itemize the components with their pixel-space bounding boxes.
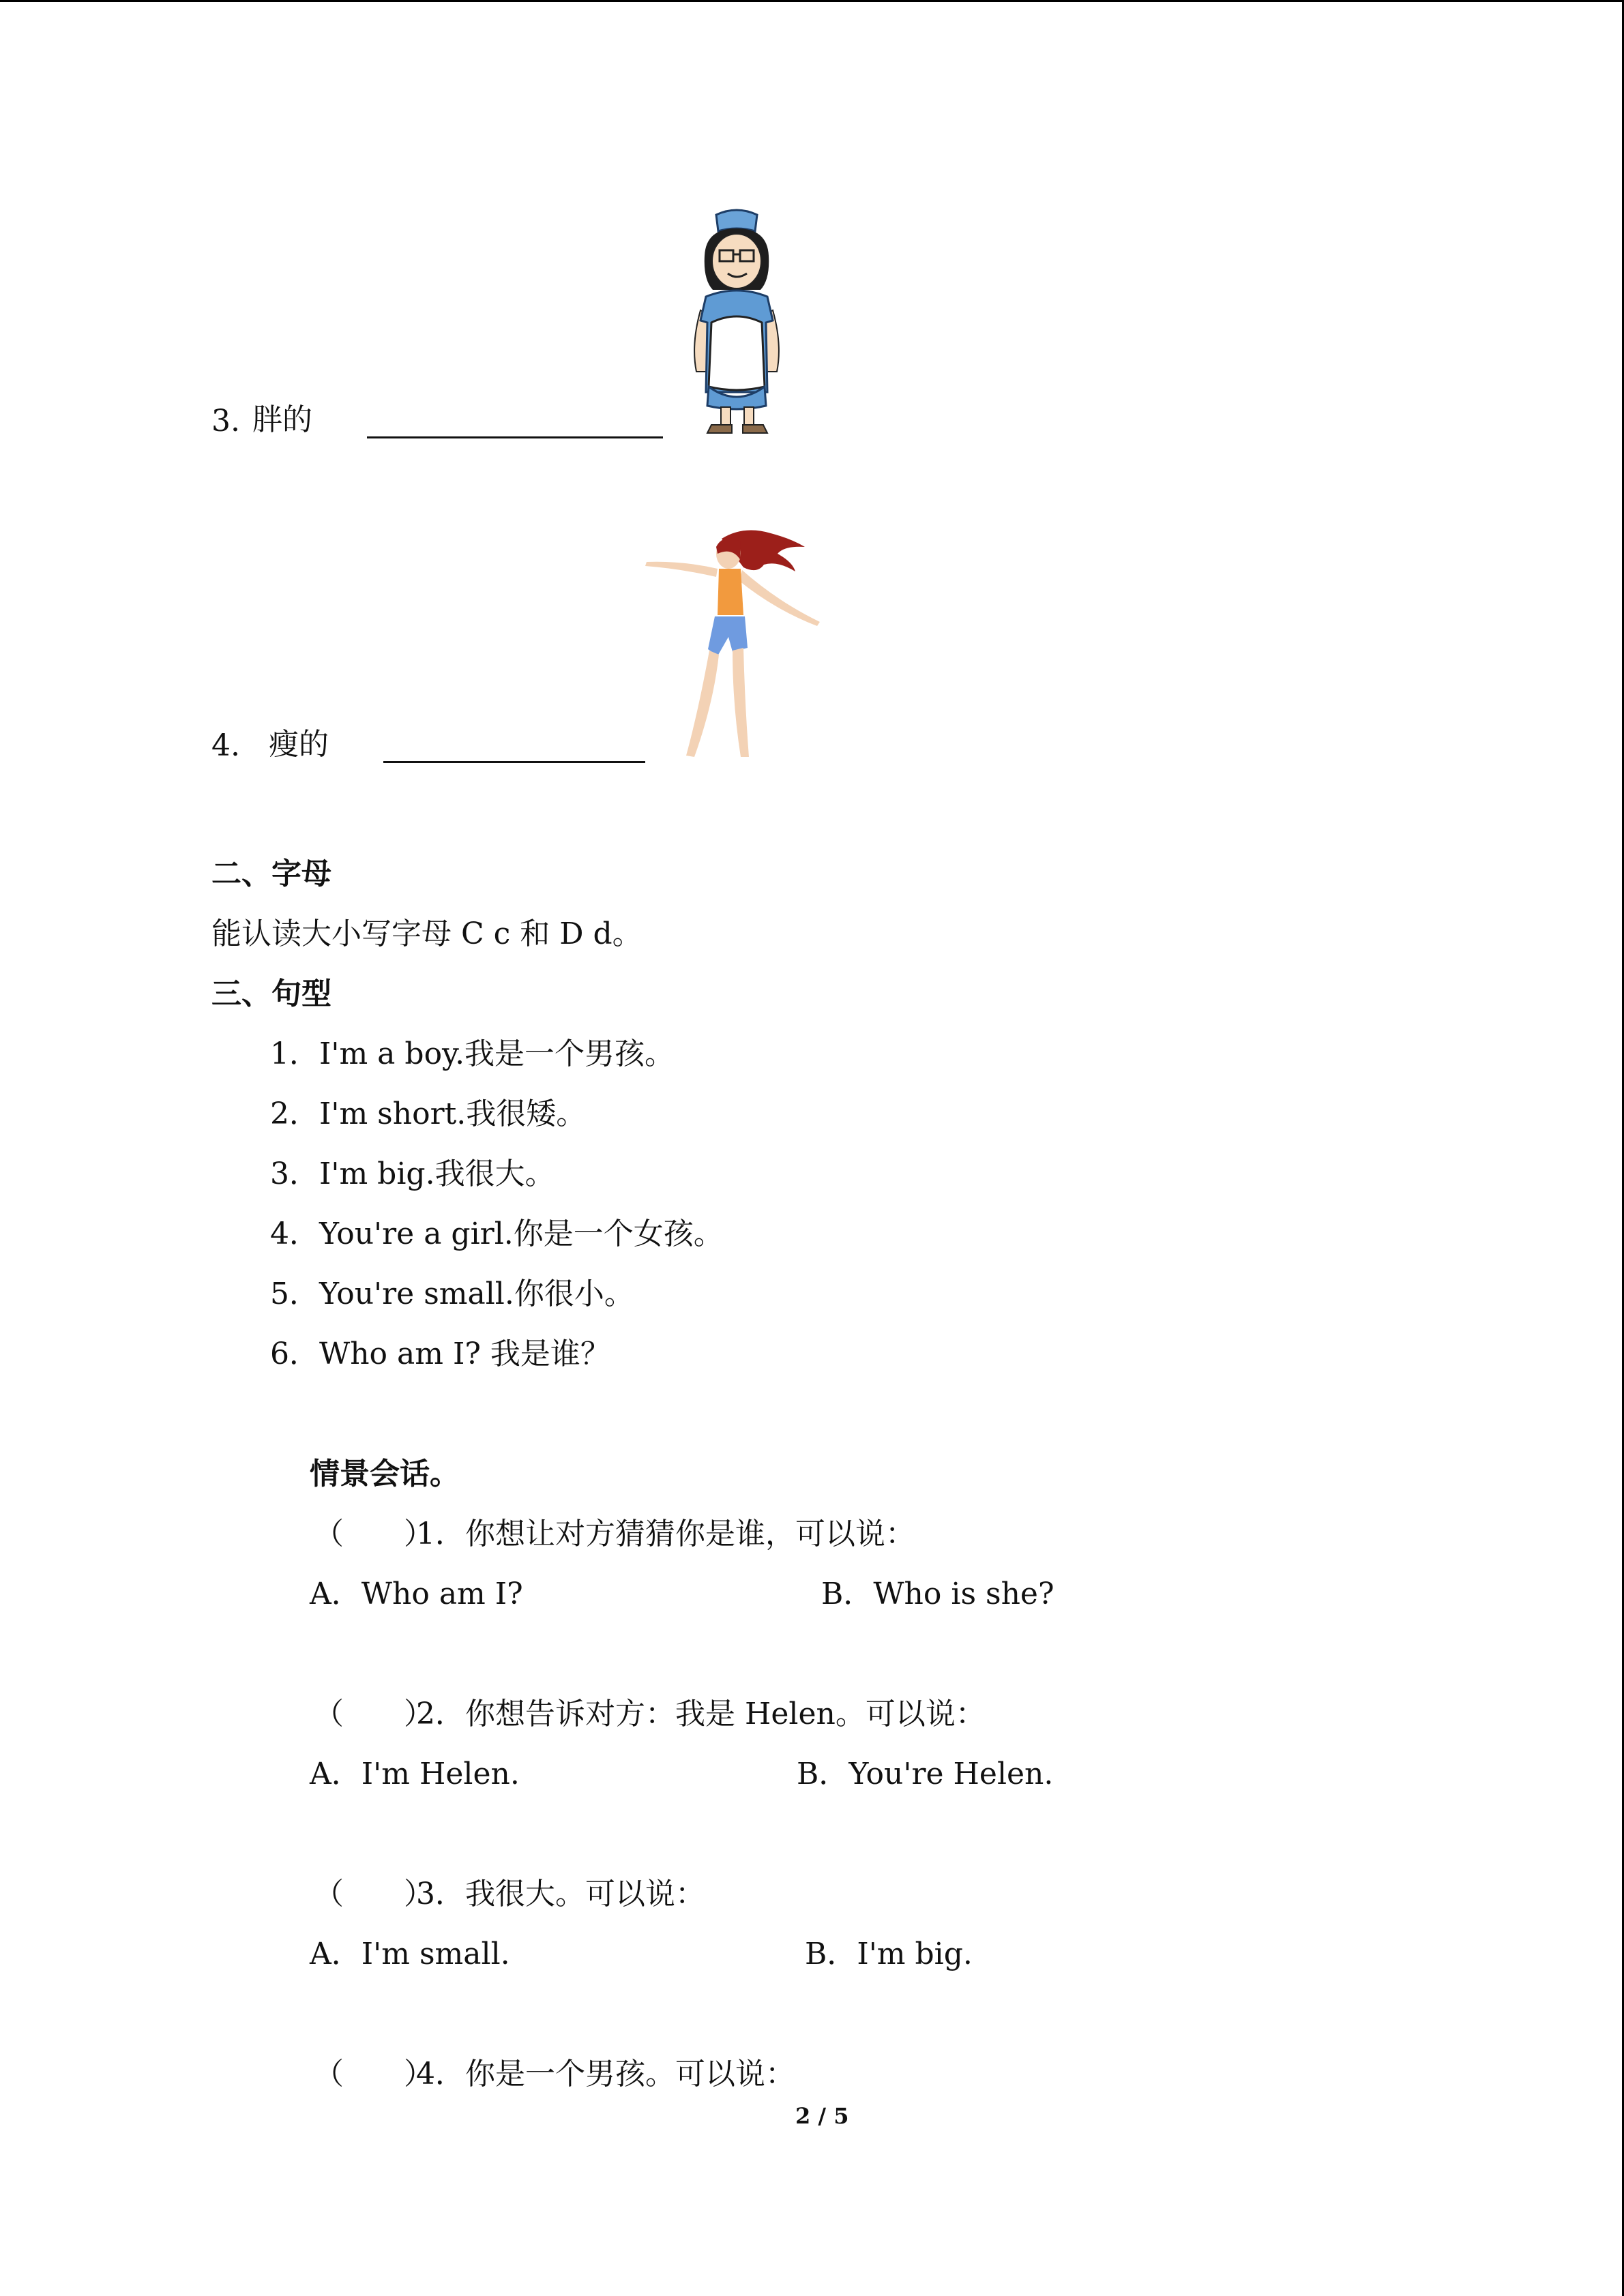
section-heading: 三、句型 bbox=[211, 976, 331, 1011]
answer-paren[interactable]: （ ） bbox=[314, 1517, 434, 1551]
vocab-word: 瘦的 bbox=[269, 727, 329, 762]
sentence-item: 2．I'm short.我很矮。 bbox=[270, 1097, 587, 1131]
sentence-item: 6．Who am I? 我是谁？ bbox=[270, 1337, 610, 1371]
option-a[interactable]: A．I'm small. bbox=[310, 1937, 510, 1971]
page-number: 2 / 5 bbox=[795, 2103, 849, 2129]
question-text: 1．你想让对方猜猜你是谁，可以说： bbox=[416, 1517, 915, 1551]
option-a[interactable]: A．I'm Helen. bbox=[310, 1757, 520, 1791]
vocab-number: 3. bbox=[211, 404, 240, 438]
sentence-item: 4．You're a girl.你是一个女孩。 bbox=[270, 1217, 724, 1251]
section-text: 能认读大小写字母 C c 和 D d。 bbox=[211, 916, 643, 951]
vocab-number: 4. bbox=[211, 728, 240, 763]
slim-girl-icon bbox=[641, 526, 825, 760]
answer-blank[interactable] bbox=[367, 436, 663, 438]
question-text: 2．你想告诉对方：我是 Helen。可以说： bbox=[416, 1697, 986, 1731]
answer-paren[interactable]: （ ） bbox=[314, 1877, 434, 1911]
option-a[interactable]: A．Who am I? bbox=[310, 1577, 523, 1611]
section-heading: 情景会话。 bbox=[310, 1457, 460, 1491]
option-b[interactable]: B．You're Helen. bbox=[797, 1757, 1054, 1791]
question-text: 3．我很大。可以说： bbox=[416, 1877, 705, 1911]
sentence-item: 1．I'm a boy.我是一个男孩。 bbox=[270, 1037, 675, 1071]
sentence-item: 5．You're small.你很小。 bbox=[270, 1277, 634, 1311]
section-heading: 二、字母 bbox=[211, 856, 331, 891]
answer-paren[interactable]: （ ） bbox=[314, 1697, 434, 1731]
nurse-icon bbox=[685, 208, 788, 434]
vocab-word: 胖的 bbox=[252, 402, 312, 437]
page-border-top bbox=[0, 0, 1624, 2]
answer-paren[interactable]: （ ） bbox=[314, 2057, 434, 2091]
option-b[interactable]: B．I'm big. bbox=[805, 1937, 973, 1971]
sentence-item: 3．I'm big.我很大。 bbox=[270, 1157, 555, 1191]
answer-blank[interactable] bbox=[383, 761, 645, 763]
question-text: 4．你是一个男孩。可以说： bbox=[416, 2057, 795, 2091]
option-b[interactable]: B．Who is she? bbox=[821, 1577, 1054, 1611]
